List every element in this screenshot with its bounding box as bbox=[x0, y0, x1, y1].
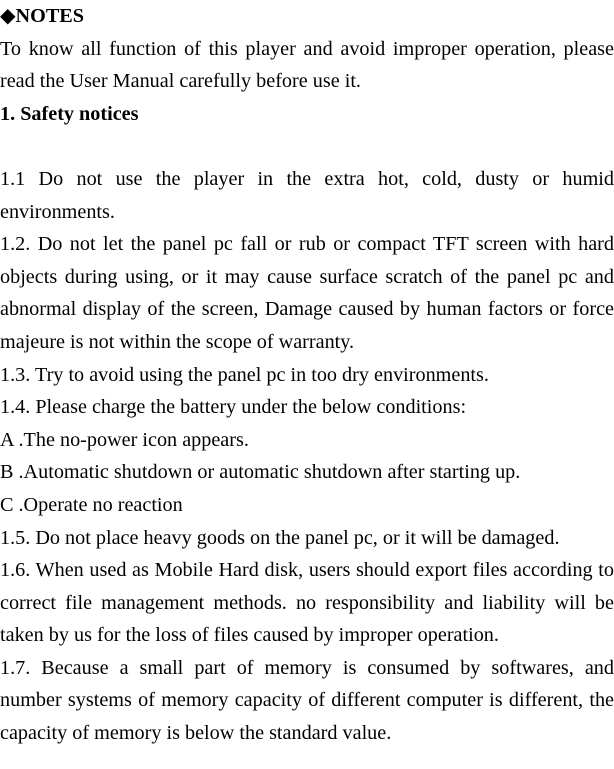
condition-a: A .The no-power icon appears. bbox=[0, 428, 249, 451]
notice-1-5: 1.5. Do not place heavy goods on the panel pc, or it will be damaged. bbox=[0, 526, 560, 549]
condition-b: B .Automatic shutdown or automatic shutdown after starting up. bbox=[0, 461, 521, 484]
notice-1-7: 1.7. Because a small part of memory is consumed by softwares, and number systems of memory capacity of different computer is different, the capacity of memory is below the standard value. bbox=[0, 656, 614, 745]
blank-line bbox=[0, 130, 614, 163]
notice-1-2: 1.2. Do not let the panel pc fall or rub or compact TFT screen with hard objects during using, or it may cause surface scratch of the panel pc and abnormal display of the screen, Damage caused by human factors or force majeure is not within the scope of warranty. bbox=[0, 233, 614, 353]
notice-1-4: 1.4. Please charge the battery under the below conditions: bbox=[0, 396, 467, 419]
intro-paragraph: To know all function of this player and avoid improper operation, please read the User Manual carefully before use it. bbox=[0, 37, 614, 93]
notice-1-3: 1.3. Try to avoid using the panel pc in too dry environments. bbox=[0, 363, 489, 386]
notice-1-6: 1.6. When used as Mobile Hard disk, users should export files according to correct file management methods. no responsibility and liability will be taken by us for the loss of files caused by improper operation. bbox=[0, 559, 614, 647]
notice-1-1: 1.1 Do not use the player in the extra hot, cold, dusty or humid environments. bbox=[0, 167, 614, 223]
notes-heading bbox=[0, 0, 614, 33]
diamond-bullet-icon: ◆ bbox=[0, 5, 16, 27]
section-title: 1. Safety notices bbox=[0, 102, 139, 125]
condition-c: C .Operate no reaction bbox=[0, 493, 183, 516]
notes-heading-text: NOTES bbox=[15, 5, 84, 27]
